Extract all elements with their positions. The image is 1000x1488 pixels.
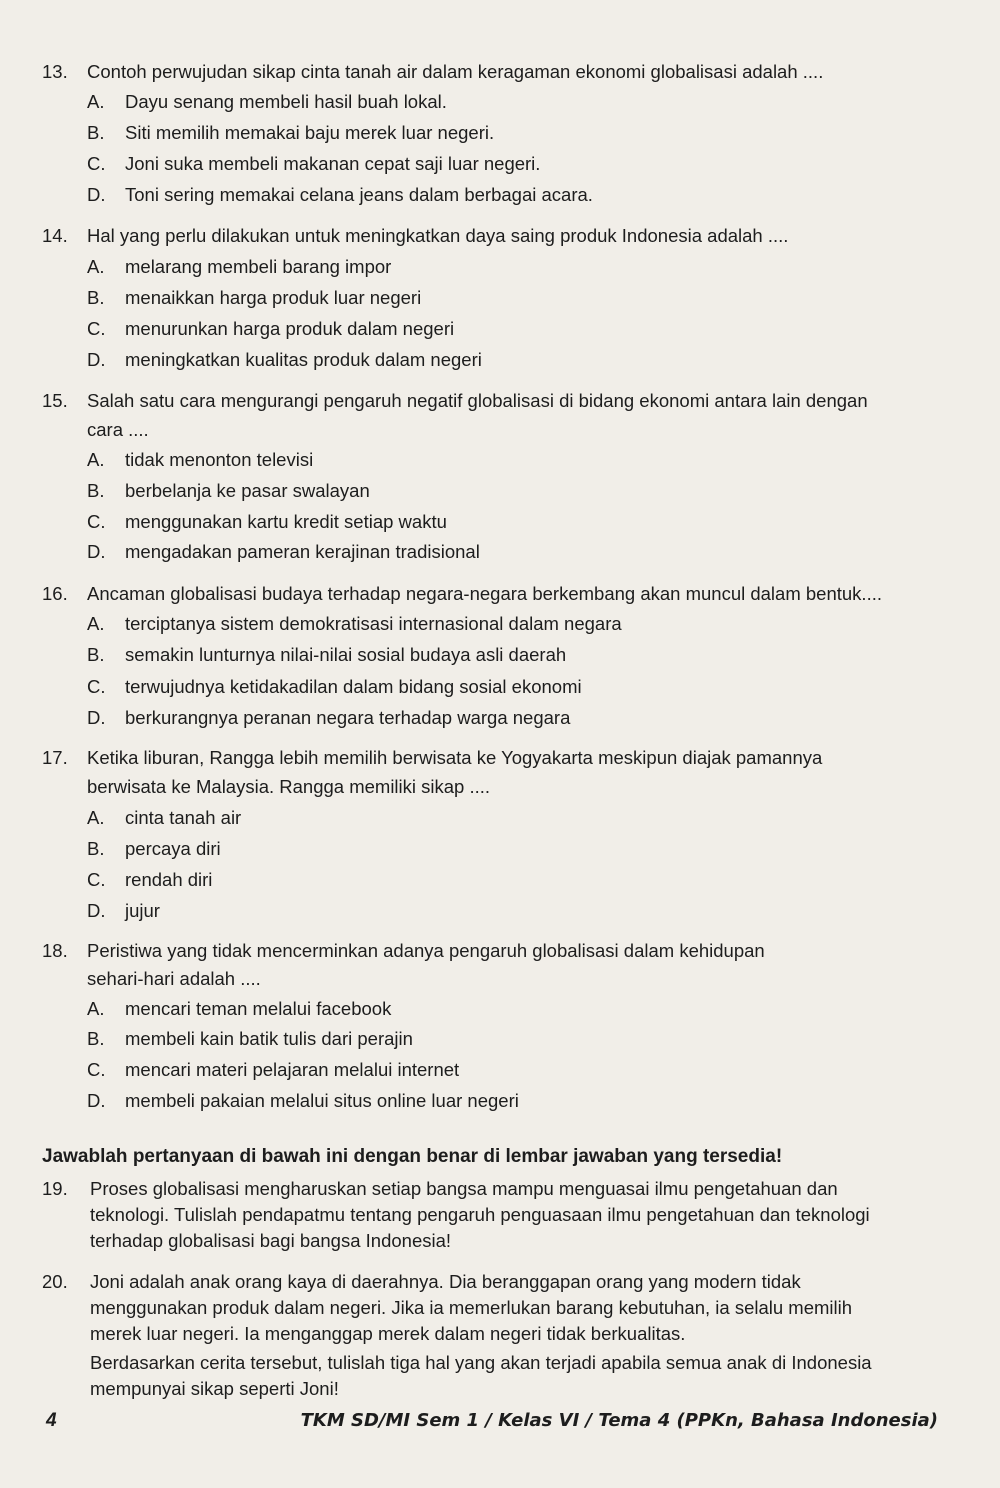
option-d: D. mengadakan pameran kerajinan tradisional — [87, 541, 480, 562]
essay-line: terhadap globalisasi bagi bangsa Indonesia! — [90, 1230, 452, 1251]
footer-title: TKM SD/MI Sem 1 / Kelas VI / Tema 4 (PPKn, Bahasa Indonesia) — [300, 1410, 938, 1431]
essay-line: merek luar negeri. Ia menganggap merek dalam negeri tidak berkualitas. — [90, 1323, 686, 1344]
essay-line: Proses globalisasi mengharuskan setiap bangsa mampu menguasai ilmu pengetahuan dan — [90, 1178, 838, 1199]
option-c: C. menggunakan kartu kredit setiap waktu — [87, 511, 447, 532]
essay-line: Joni adalah anak orang kaya di daerahnya. Dia beranggapan orang yang modern tidak — [90, 1271, 801, 1292]
question-number: 13. — [42, 61, 68, 82]
question-stem-line: Hal yang perlu dilakukan untuk meningkatkan daya saing produk Indonesia adalah .... — [87, 225, 789, 246]
question-number: 19. — [42, 1178, 68, 1199]
option-c: C. terwujudnya ketidakadilan dalam bidang sosial ekonomi — [87, 676, 582, 697]
option-a: A. terciptanya sistem demokratisasi internasional dalam negara — [87, 613, 622, 634]
option-d: D. jujur — [87, 900, 160, 921]
question-stem-line: Ketika liburan, Rangga lebih memilih berwisata ke Yogyakarta meskipun diajak pamannya — [87, 747, 823, 768]
option-c: C. rendah diri — [87, 869, 213, 890]
option-b: B. berbelanja ke pasar swalayan — [87, 480, 370, 501]
option-b: B. Siti memilih memakai baju merek luar negeri. — [87, 122, 495, 143]
option-b: B. menaikkan harga produk luar negeri — [87, 287, 422, 308]
option-d: D. Toni sering memakai celana jeans dalam berbagai acara. — [87, 184, 593, 205]
question-stem-line: berwisata ke Malaysia. Rangga memiliki sikap .... — [87, 776, 491, 797]
page-number: 4 — [46, 1410, 57, 1431]
essay-line: mempunyai sikap seperti Joni! — [90, 1378, 339, 1399]
option-a: A. tidak menonton televisi — [87, 449, 314, 470]
question-number: 20. — [42, 1271, 68, 1292]
question-number: 17. — [42, 747, 68, 768]
question-stem-line: Salah satu cara mengurangi pengaruh negatif globalisasi di bidang ekonomi antara lain dengan — [87, 390, 868, 411]
question-stem-line: Contoh perwujudan sikap cinta tanah air dalam keragaman ekonomi globalisasi adalah .... — [87, 61, 824, 82]
question-stem-line: Peristiwa yang tidak mencerminkan adanya pengaruh globalisasi dalam kehidupan — [87, 940, 765, 961]
option-d: D. berkurangnya peranan negara terhadap warga negara — [87, 707, 571, 728]
essay-line: Berdasarkan cerita tersebut, tulislah tiga hal yang akan terjadi apabila semua anak di Indonesia — [90, 1352, 872, 1373]
option-a: A. Dayu senang membeli hasil buah lokal. — [87, 91, 447, 112]
question-number: 16. — [42, 583, 68, 604]
question-number: 14. — [42, 225, 68, 246]
option-d: D. meningkatkan kualitas produk dalam negeri — [87, 349, 482, 370]
option-b: B. membeli kain batik tulis dari perajin — [87, 1028, 413, 1049]
question-number: 18. — [42, 940, 68, 961]
option-c: C. Joni suka membeli makanan cepat saji luar negeri. — [87, 153, 541, 174]
option-a: A. cinta tanah air — [87, 807, 242, 828]
question-stem-line: Ancaman globalisasi budaya terhadap negara-negara berkembang akan muncul dalam bentuk.... — [87, 583, 882, 604]
option-d: D. membeli pakaian melalui situs online luar negeri — [87, 1090, 519, 1111]
question-stem-line: cara .... — [87, 419, 149, 440]
option-c: C. mencari materi pelajaran melalui internet — [87, 1059, 460, 1080]
essay-line: teknologi. Tulislah pendapatmu tentang pengaruh penguasaan ilmu pengetahuan dan teknologi — [90, 1204, 870, 1225]
essay-instructions-heading: Jawablah pertanyaan di bawah ini dengan benar di lembar jawaban yang tersedia! — [42, 1146, 783, 1167]
essay-line: menggunakan produk dalam negeri. Jika ia memerlukan barang kebutuhan, ia selalu memilih — [90, 1297, 853, 1318]
option-b: B. percaya diri — [87, 838, 221, 859]
option-b: B. semakin lunturnya nilai-nilai sosial budaya asli daerah — [87, 644, 567, 665]
question-number: 15. — [42, 390, 68, 411]
option-a: A. melarang membeli barang impor — [87, 256, 392, 277]
option-a: A. mencari teman melalui facebook — [87, 998, 392, 1019]
question-stem-line: sehari-hari adalah .... — [87, 968, 261, 989]
option-c: C. menurunkan harga produk dalam negeri — [87, 318, 455, 339]
